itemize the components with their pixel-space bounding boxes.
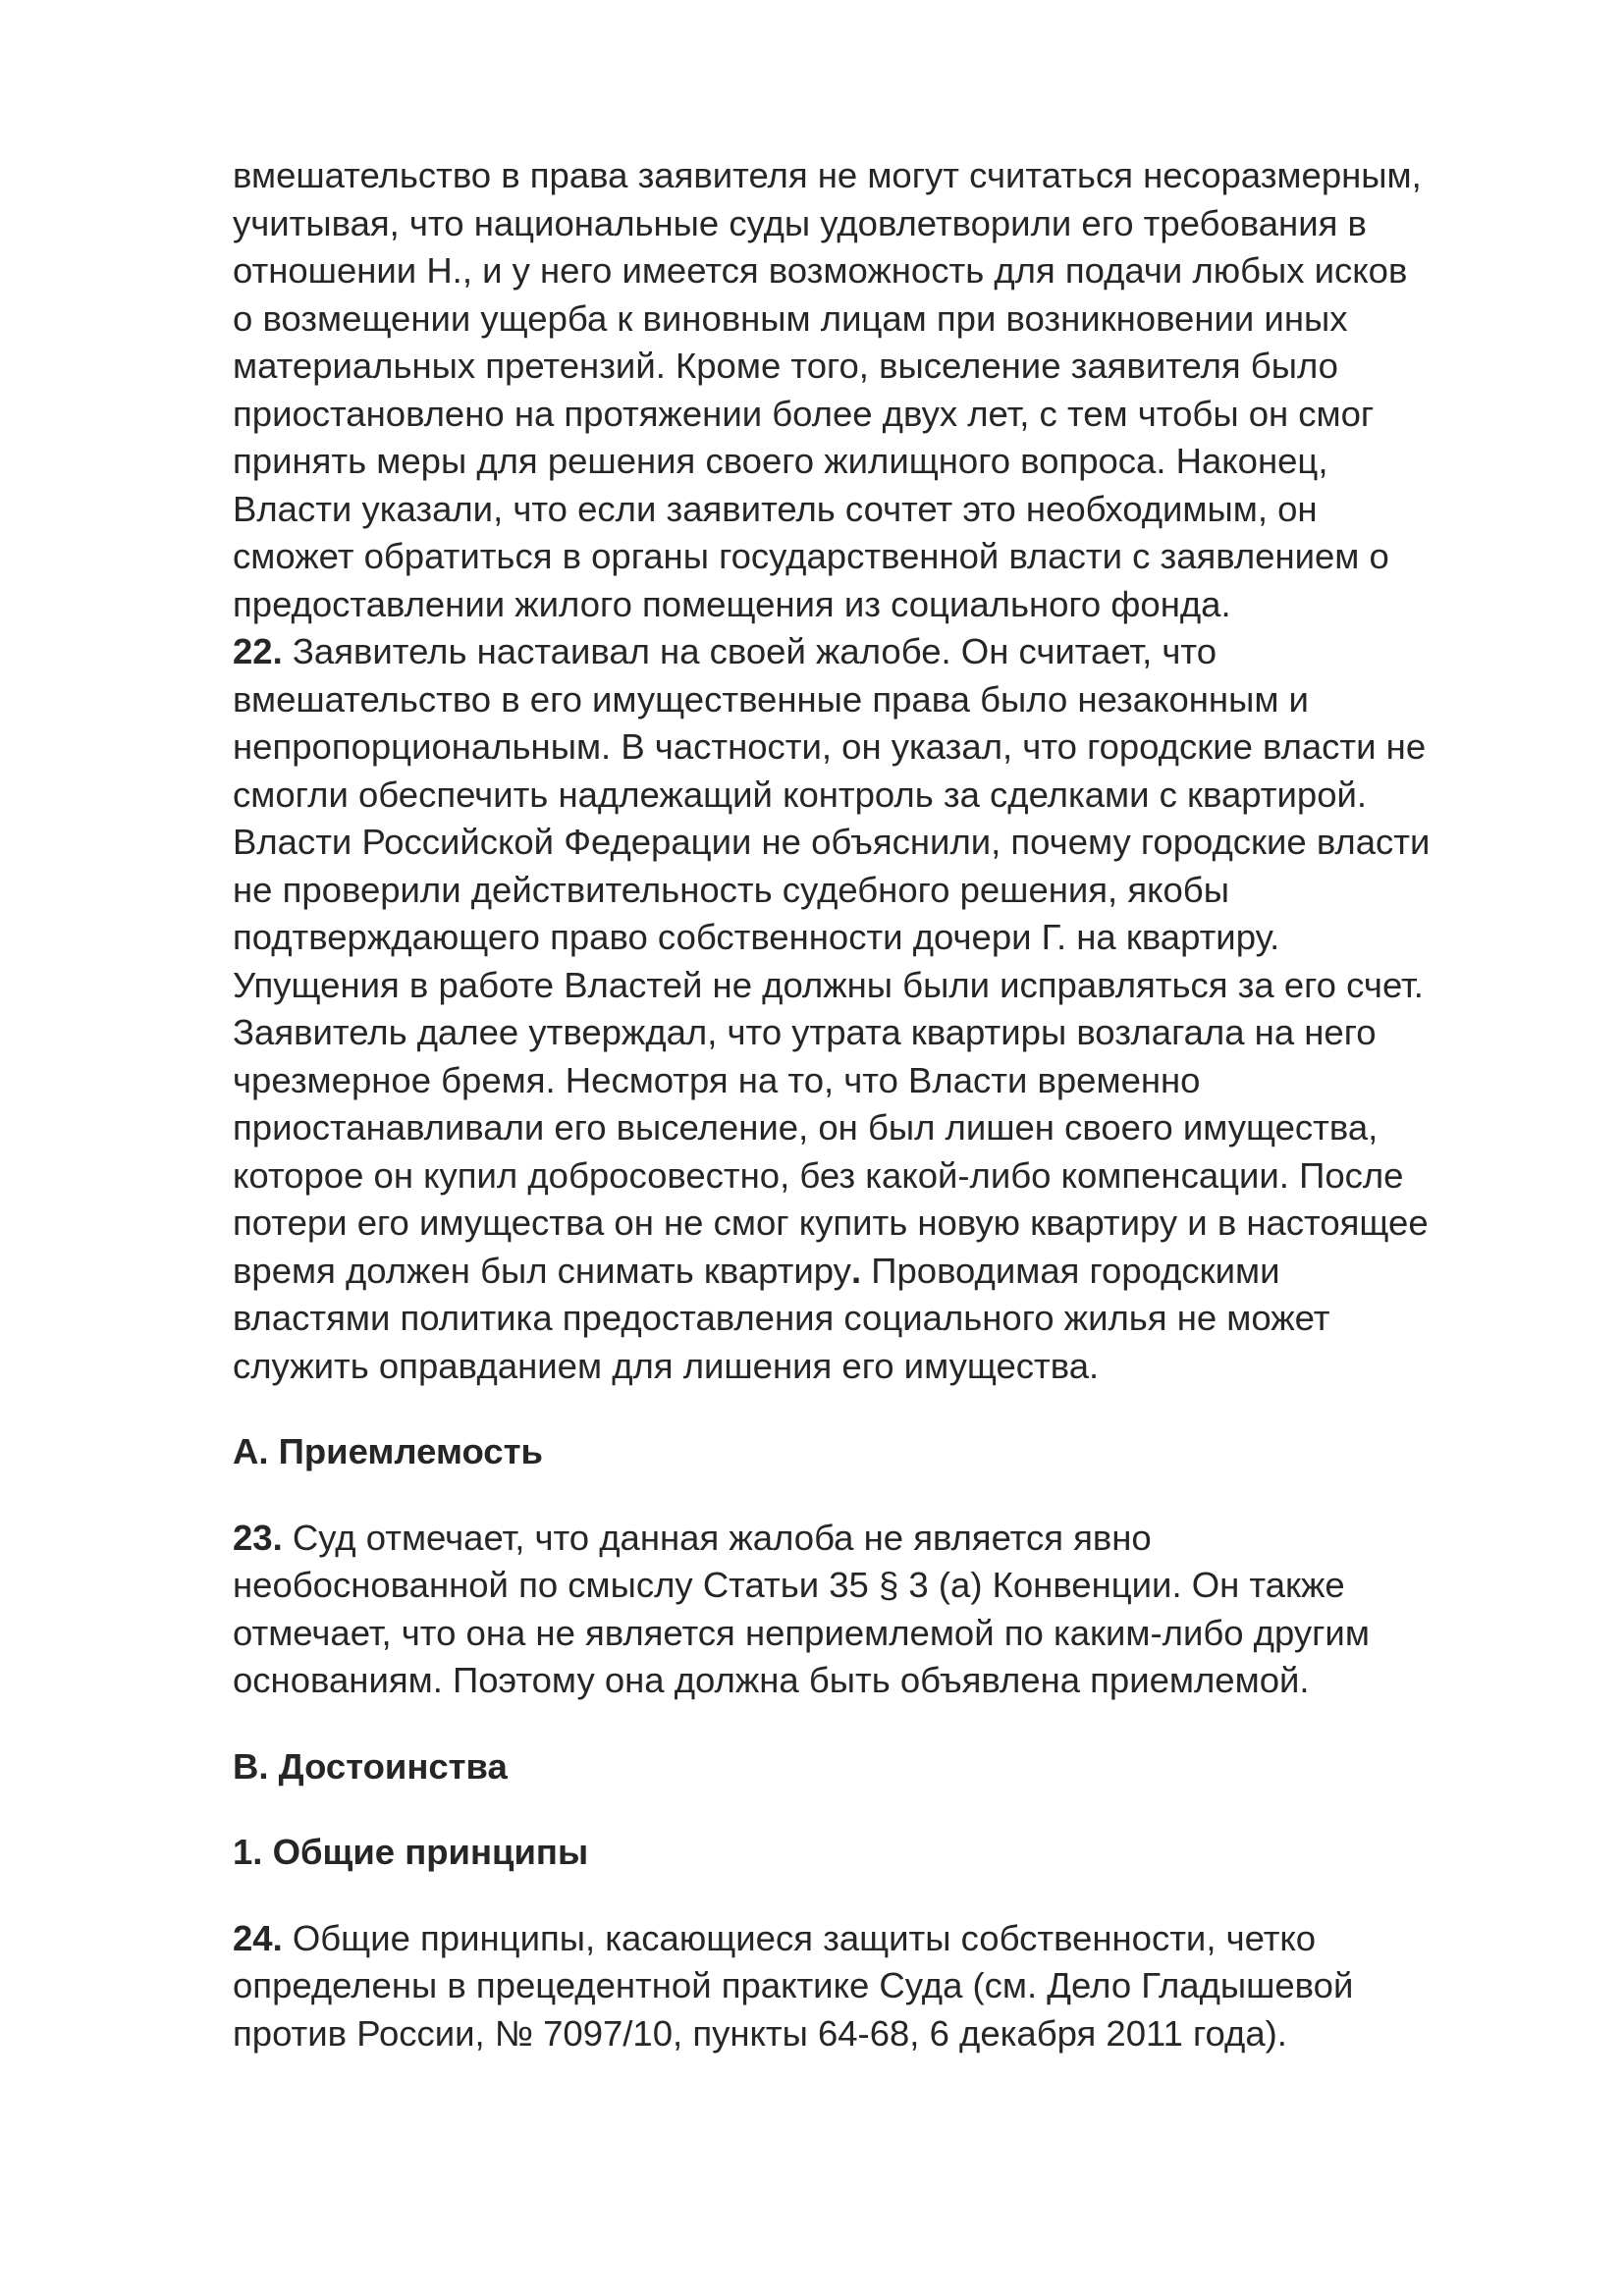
- paragraph-number: 24.: [233, 1917, 283, 1958]
- spacer: [233, 1790, 1548, 1829]
- paragraph-24: [233, 1915, 1548, 2058]
- text-line: предоставлении жилого помещения из социального фонда.: [233, 583, 1231, 624]
- paragraph-number: 22.: [233, 631, 283, 671]
- text-line: отмечает, что она не является неприемлемой по каким-либо другим: [233, 1612, 1370, 1653]
- paragraph-first-line: [233, 1915, 1548, 1963]
- spacer: [233, 1390, 1548, 1428]
- text-line: Власти Российской Федерации не объяснили, почему городские власти: [233, 822, 1431, 862]
- text-line: Заявитель далее утверждал, что утрата квартиры возлагала на него: [233, 1012, 1377, 1052]
- text-line: приостанавливали его выселение, он был лишен своего имущества,: [233, 1107, 1379, 1148]
- paragraph-21-continuation: [233, 152, 1548, 628]
- text-line: подтверждающего право собственности дочери Г. на квартиру.: [233, 917, 1280, 957]
- text-line: материальных претензий. Кроме того, выселение заявителя было: [233, 346, 1338, 386]
- text-line-mixed: [233, 1248, 1548, 1296]
- bold-period: .: [850, 1250, 862, 1291]
- spacer: [233, 1476, 1548, 1515]
- text-line: вмешательство в его имущественные права было незаконным и: [233, 678, 1309, 720]
- subsection-heading-general-principles: 1. Общие принципы: [233, 1832, 589, 1872]
- text-line: потери его имущества он не смог купить новую квартиру и в настоящее: [233, 1202, 1429, 1243]
- text-line: Упущения в работе Властей не должны были исправляться за его счет.: [233, 964, 1424, 1005]
- paragraph-text: Общие принципы, касающиеся защиты собственности, четко: [282, 1917, 1317, 1958]
- section-heading-merits: B. Достоинства: [233, 1745, 508, 1787]
- text-segment: Проводимая городскими: [861, 1250, 1280, 1291]
- paragraph-23: [233, 1515, 1548, 1705]
- text-line: чрезмерное бремя. Несмотря на то, что Власти временно: [233, 1059, 1201, 1100]
- text-line: непропорциональным. В частности, он указал, что городские власти не: [233, 726, 1427, 767]
- text-line: против России, № 7097/10, пункты 64-68, 6 декабря 2011 года).: [233, 2012, 1287, 2054]
- text-line: сможет обратиться в органы государственной власти с заявлением о: [233, 536, 1389, 576]
- text-line: о возмещении ущерба к виновным лицам при возникновении иных: [233, 297, 1348, 339]
- paragraph-text: Суд отмечает, что данная жалоба не является явно: [282, 1517, 1152, 1558]
- text-line: необоснованной по смыслу Статьи 35 § 3 (a) Конвенции. Он также: [233, 1565, 1345, 1605]
- text-line: служить оправданием для лишения его имущества.: [233, 1345, 1100, 1386]
- text-line: приостановлено на протяжении более двух лет, с тем чтобы он смог: [233, 393, 1375, 434]
- text-line: не проверили действительность судебного решения, якобы: [233, 869, 1229, 910]
- spacer: [233, 1705, 1548, 1743]
- text-line: принять меры для решения своего жилищного вопроса. Наконец,: [233, 441, 1328, 481]
- spacer: [233, 1877, 1548, 1915]
- text-line: властями политика предоставления социального жилья не может: [233, 1298, 1330, 1338]
- text-line: основаниям. Поэтому она должна быть объявлена приемлемой.: [233, 1660, 1310, 1700]
- paragraph-first-line: [233, 628, 1548, 676]
- paragraph-text: Заявитель настаивал на своей жалобе. Он считает, что: [282, 631, 1217, 671]
- text-line: учитывая, что национальные суды удовлетворили его требования в: [233, 202, 1367, 243]
- text-segment: время должен был снимать квартиру: [233, 1250, 851, 1291]
- text-line: отношении Н., и у него имеется возможность для подачи любых исков: [233, 250, 1408, 291]
- text-line: определены в прецедентной практике Суда (см. Дело Гладышевой: [233, 1965, 1354, 2005]
- paragraph-first-line: [233, 1515, 1548, 1563]
- document-page: [233, 152, 1548, 2057]
- text-line: которое он купил добросовестно, без какой-либо компенсации. После: [233, 1154, 1404, 1196]
- text-line: вмешательство в права заявителя не могут считаться несоразмерным,: [233, 155, 1422, 195]
- paragraph-22: [233, 628, 1548, 1390]
- section-heading-admissibility: A. Приемлемость: [233, 1431, 543, 1471]
- text-line: смогли обеспечить надлежащий контроль за сделками с квартирой.: [233, 774, 1368, 815]
- paragraph-number: 23.: [233, 1517, 283, 1558]
- text-line: Власти указали, что если заявитель сочтет это необходимым, он: [233, 488, 1318, 529]
